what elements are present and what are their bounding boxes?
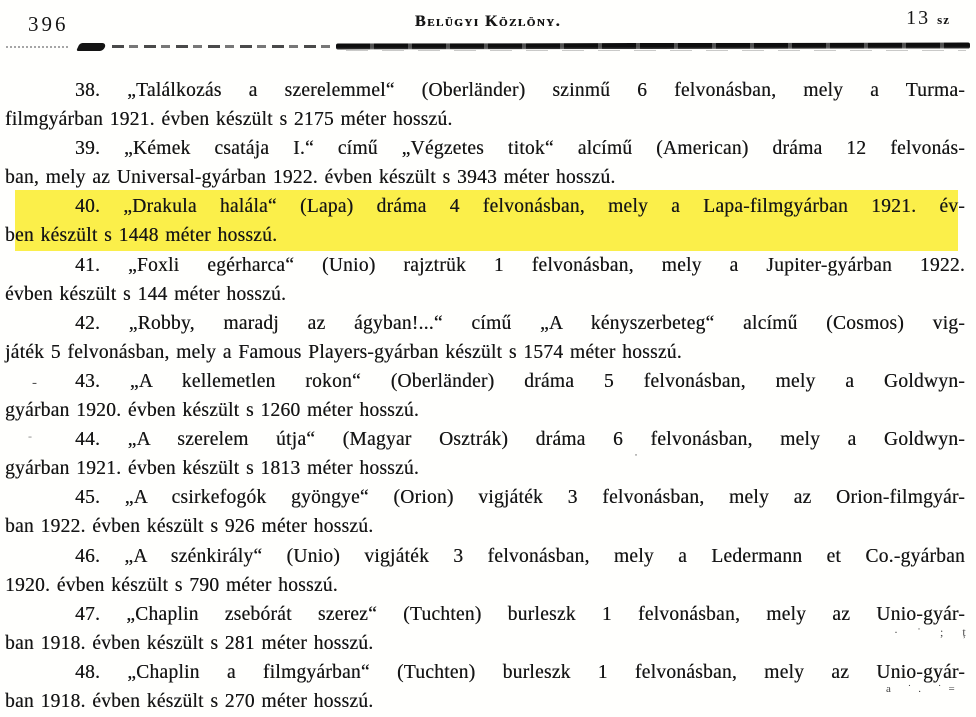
header-rule	[6, 41, 970, 53]
entry-48	[5, 658, 965, 716]
entry-43-line2: gyárban 1920. évben készült s 1260 méter hosszú.	[5, 400, 420, 422]
rule-main-segment	[336, 43, 970, 50]
entry-47-line2: ban 1918. évben készült s 281 méter hosszú.	[5, 632, 374, 654]
entry-47	[5, 600, 965, 658]
scan-noise-margin-dash-43: -	[32, 375, 37, 391]
page-number: 396	[28, 12, 69, 36]
issue-number-value: 13	[906, 7, 931, 29]
entry-38	[5, 76, 965, 134]
entry-45-line1: 45. „A csirkefogók gyöngye“ (Orion) vigjáték 3 felvonásban, mely az Orion-filmgyár-	[75, 487, 965, 509]
entry-45	[5, 483, 965, 541]
entry-44-line1: 44. „A szerelem útja“ (Magyar Osztrák) dráma 6 felvonásban, mely a Goldwyn-	[75, 429, 965, 451]
scan-noise-dot-1813: ˙	[634, 451, 638, 465]
scan-noise-right-47: · ˙ ; ț	[894, 625, 974, 639]
entry-40-line2: ben készült s 1448 méter hosszú.	[5, 225, 278, 247]
entry-48-line2: ban 1918. évben készült s 270 méter hosszú.	[5, 690, 374, 712]
issue-number	[906, 7, 950, 30]
entry-39-line1: 39. „Kémek csatája I.“ című „Végzetes titok“ alcímű (American) dráma 12 felvonás-	[75, 138, 965, 160]
entry-44-line2: gyárban 1921. évben készült s 1813 méter hosszú.	[5, 458, 420, 480]
rule-ink-blob	[76, 43, 107, 51]
film-registry-list	[5, 76, 965, 716]
entry-43	[5, 367, 965, 425]
entry-38-line1: 38. „Találkozás a szerelemmel“ (Oberländer) szinmű 6 felvonásban, mely a Turma-	[75, 80, 965, 101]
entry-40-line1: 40. „Drakula halála“ (Lapa) dráma 4 felvonásban, mely a Lapa-filmgyárban 1921. év-	[75, 196, 965, 218]
entry-39	[5, 134, 965, 192]
rule-dashed-segment	[112, 45, 336, 48]
entry-45-line2: ban 1922. évben készült s 926 méter hosszú.	[5, 516, 374, 538]
entry-41	[5, 251, 965, 309]
journal-title: Belügyi Közlöny.	[414, 13, 562, 30]
scan-noise-right-48: a ˙. ˙=	[886, 683, 962, 695]
entry-47-line1: 47. „Chaplin zsebórát szerez“ (Tuchten) burleszk 1 felvonásban, mely az Unio-gyár-	[75, 603, 965, 625]
entry-46	[5, 542, 965, 600]
rule-shadow-segment	[346, 50, 966, 51]
entry-39-line2: ban, mely az Universal-gyárban 1922. évben készült s 3943 méter hosszú.	[5, 167, 616, 189]
entry-42-line1: 42. „Robby, maradj az ágyban!...“ című „A kényszerbeteg“ alcímű (Cosmos) vig-	[75, 312, 965, 334]
rule-dotted-segment	[6, 46, 68, 48]
entry-41-line2: évben készült s 144 méter hosszú.	[5, 283, 287, 305]
entry-46-line2: 1920. évben készült s 790 méter hosszú.	[5, 574, 338, 596]
entry-42	[5, 309, 965, 367]
entry-44	[5, 425, 965, 483]
scan-noise-margin-dash-44: -	[28, 429, 32, 443]
issue-number-suffix: sz	[937, 12, 950, 27]
entry-42-line2: játék 5 felvonásban, mely a Famous Players-gyárban készült s 1574 méter hosszú.	[5, 341, 682, 363]
entry-40-highlighted	[5, 192, 965, 250]
entry-38-line2: filmgyárban 1921. évben készült s 2175 méter hosszú.	[5, 109, 453, 131]
entry-41-line1: 41. „Foxli egérharca“ (Unio) rajztrük 1 felvonásban, mely a Jupiter-gyárban 1922.	[75, 254, 965, 276]
entry-43-line1: 43. „A kellemetlen rokon“ (Oberländer) dráma 5 felvonásban, mely a Goldwyn-	[75, 370, 965, 392]
entry-48-line1: 48. „Chaplin a filmgyárban“ (Tuchten) burleszk 1 felvonásban, mely az Unio-gyár-	[75, 661, 965, 683]
entry-46-line1: 46. „A szénkirály“ (Unio) vigjáték 3 felvonásban, mely a Ledermann et Co.-gyárban	[75, 545, 965, 567]
